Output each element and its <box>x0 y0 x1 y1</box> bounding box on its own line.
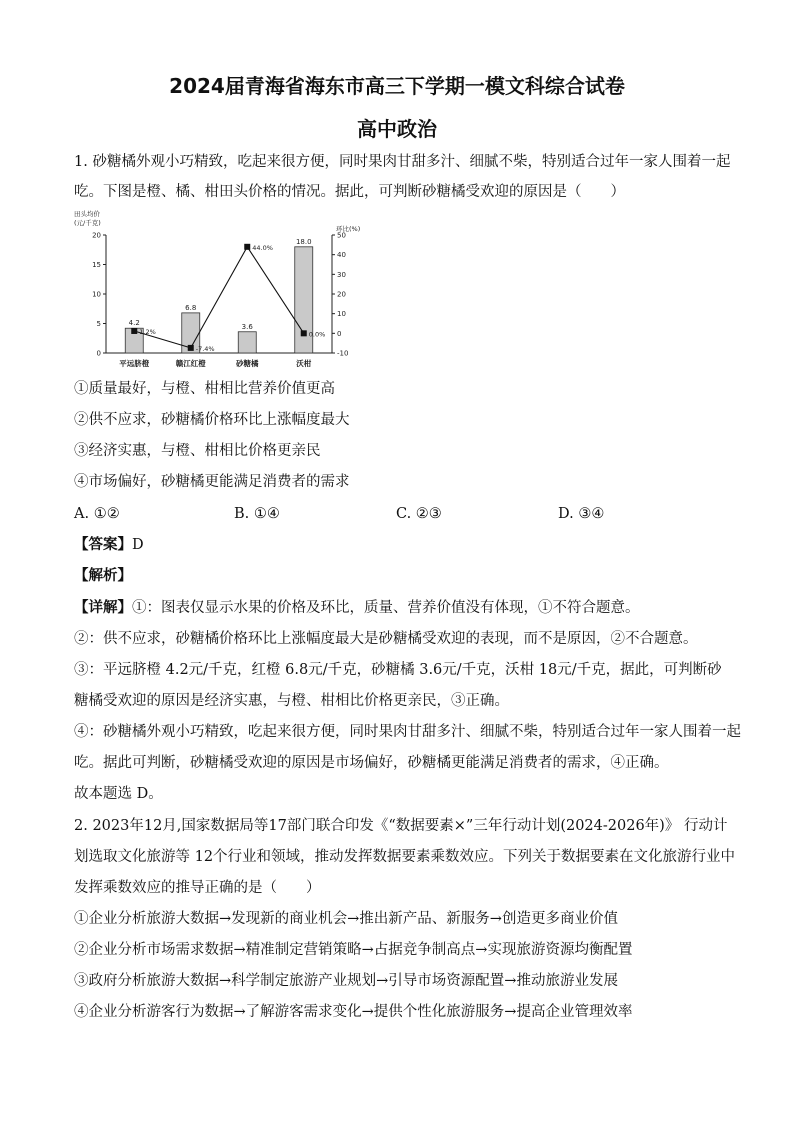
q1-detail-1 <box>74 598 724 618</box>
y2-tick-label: 20 <box>337 290 346 299</box>
line-label: -7.4% <box>195 344 215 353</box>
y-tick-label: 15 <box>92 261 101 269</box>
q1-statement-3: ③经济实惠，与橙、柑相比价格更亲民 <box>74 443 321 459</box>
bar-label: 4.2 <box>128 319 140 328</box>
bar <box>238 332 256 353</box>
category-label: 沃柑 <box>296 359 312 368</box>
q2-statement-4: ④企业分析游客行为数据→了解游客需求变化→提供个性化旅游服务→提高企业管理效率 <box>74 1004 633 1020</box>
line-label: 0.0% <box>308 330 326 339</box>
q2-statement-2: ②企业分析市场需求数据→精准制定营销策略→占据竞争制高点→实现旅游资源均衡配置 <box>74 942 633 958</box>
q1-option-d: D. ③④ <box>558 506 605 522</box>
price-chart <box>74 207 364 377</box>
category-label: 赣江红橙 <box>175 359 206 368</box>
line-label: 1.2% <box>139 327 156 336</box>
line-point <box>244 244 250 250</box>
q1-option-b: B. ①④ <box>234 506 280 522</box>
q1-stem-line-1: 1. 砂糖橘外观小巧精致，吃起来很方便，同时果肉甘甜多汁、细腻不柴，特别适合过年一家人围着一起 <box>74 154 731 170</box>
bar-label: 3.6 <box>241 322 253 331</box>
y-tick-label: 20 <box>92 231 101 240</box>
y-axis-label-2: (元/千克) <box>74 219 101 227</box>
q1-statement-4: ④市场偏好，砂糖橘更能满足消费者的需求 <box>74 474 350 490</box>
y-tick-label: 5 <box>96 320 101 328</box>
q1-option-c: C. ②③ <box>396 506 442 522</box>
q2-statement-1: ①企业分析旅游大数据→发现新的商业机会→推出新产品、新服务→创造更多商业价值 <box>74 911 618 927</box>
category-label: 平远脐橙 <box>119 359 150 368</box>
y2-tick-label: 50 <box>337 231 346 240</box>
q1-detail-6: 吃。据此可判断，砂糖橘受欢迎的原因是市场偏好，砂糖橘更能满足消费者的需求，④正确。 <box>74 755 669 771</box>
mom-line <box>134 247 304 348</box>
y2-axis-label: 环比(%) <box>336 225 361 233</box>
y-axis-label-1: 田头均价 <box>74 210 100 218</box>
line-point <box>188 345 194 351</box>
q1-statement-2: ②供不应求，砂糖橘价格环比上涨幅度最大 <box>74 412 350 428</box>
y2-tick-label: -10 <box>337 349 349 358</box>
y2-tick-label: 10 <box>337 310 346 319</box>
line-point <box>131 328 137 334</box>
q2-stem-line-3: 发挥乘数效应的推导正确的是（ ） <box>74 880 321 896</box>
q1-statement-1: ①质量最好，与橙、柑相比营养价值更高 <box>74 381 335 397</box>
q1-detail-3: ③：平远脐橙 4.2元/千克，红橙 6.8元/千克，砂糖橘 3.6元/千克，沃柑 18元/千克，据此，可判断砂 <box>74 662 722 678</box>
q1-answer <box>74 535 724 555</box>
answer-tag: 【答案】 <box>74 537 132 553</box>
q1-detail-7: 故本题选 D。 <box>74 786 163 802</box>
answer-value: D <box>132 537 144 553</box>
q1-stem-line-2: 吃。下图是橙、橘、柑田头价格的情况。据此，可判断砂糖橘受欢迎的原因是（ ） <box>74 184 625 200</box>
detail-text-1: ①：图表仅显示水果的价格及环比，质量、营养价值没有体现，①不符合题意。 <box>132 600 640 616</box>
q1-detail-5: ④：砂糖橘外观小巧精致，吃起来很方便，同时果肉甘甜多汁、细腻不柴，特别适合过年一家人围着一起 <box>74 724 741 740</box>
q2-stem-line-2: 划选取文化旅游等 12个行业和领域，推动发挥数据要素乘数效应。下列关于数据要素在文化旅游行业中 <box>74 849 736 865</box>
y-tick-label: 10 <box>92 290 101 299</box>
paper-subtitle: 高中政治 <box>357 117 437 141</box>
line-point <box>301 330 307 336</box>
bar-label: 18.0 <box>295 237 312 246</box>
y2-tick-label: 0 <box>337 329 342 338</box>
y2-tick-label: 30 <box>337 270 346 279</box>
q2-stem-line-1: 2. 2023年12月,国家数据局等17部门联合印发《“数据要素×”三年行动计划(2024-2026年)》 行动计 <box>74 818 728 834</box>
q1-detail-2: ②：供不应求，砂糖橘价格环比上涨幅度最大是砂糖橘受欢迎的表现，而不是原因，②不合题意。 <box>74 631 698 647</box>
line-label: 44.0% <box>252 243 273 252</box>
q1-option-a: A. ①② <box>74 506 120 522</box>
q1-analysis-tag <box>74 566 724 586</box>
y-tick-label: 0 <box>96 349 101 358</box>
paper-title: 2024届青海省海东市高三下学期一模文科综合试卷 <box>169 74 625 98</box>
category-label: 砂糖橘 <box>236 359 259 368</box>
q1-detail-4: 糖橘受欢迎的原因是经济实惠，与橙、柑相比价格更亲民，③正确。 <box>74 693 509 709</box>
detail-tag: 【详解】 <box>74 600 132 616</box>
bar-label: 6.8 <box>185 303 197 312</box>
q2-statement-3: ③政府分析旅游大数据→科学制定旅游产业规划→引导市场资源配置→推动旅游业发展 <box>74 973 618 989</box>
analysis-tag: 【解析】 <box>74 568 132 584</box>
y2-tick-label: 40 <box>337 251 346 260</box>
